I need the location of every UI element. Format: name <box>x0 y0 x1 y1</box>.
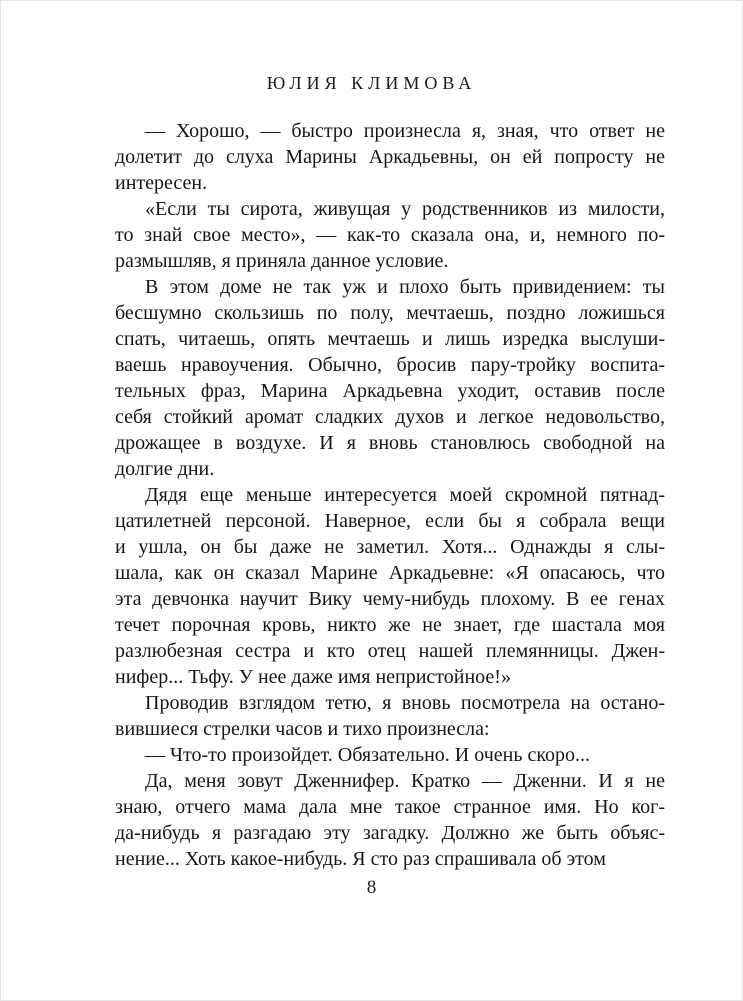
text-line: «Если ты сирота, живущая у родственников из милости, <box>145 198 665 220</box>
text-line: размышляв, я приняла данное условие. <box>115 250 449 272</box>
body-text-block <box>115 118 665 872</box>
text-line: шала, как он сказал Марине Аркадьевне: «Я опасаюсь, что <box>115 562 665 584</box>
paragraph <box>115 690 665 742</box>
text-line: долетит до слуха Марины Аркадьевны, он ей попросту не <box>115 146 665 168</box>
text-line: В этом доме не так уж и плохо быть привидением: ты <box>145 276 665 298</box>
paragraph <box>115 118 665 196</box>
text-line: спать, читаешь, опять мечтаешь и лишь изредка выслуши- <box>115 328 665 350</box>
text-line: Дядя еще меньше интересуется моей скромной пятнад- <box>145 484 665 506</box>
text-line: дрожащее в воздухе. И я вновь становлюсь свободной на <box>115 432 665 454</box>
text-line: разлюбезная сестра и кто отец нашей племянницы. Джен- <box>115 640 665 662</box>
text-line: нифер... Тьфу. У нее даже имя непристойное!» <box>115 666 511 688</box>
text-line: — Что-то произойдет. Обязательно. И очень скоро... <box>145 744 591 766</box>
text-line: и ушла, он бы даже не заметил. Хотя... Однажды я слы- <box>115 536 665 558</box>
text-line: Проводив взглядом тетю, я вновь посмотрела на остано- <box>145 692 665 714</box>
text-line: да-нибудь я разгадаю эту загадку. Должно же быть объяс- <box>115 822 665 844</box>
paragraph <box>115 742 665 768</box>
paragraph <box>115 196 665 274</box>
paragraph <box>115 482 665 690</box>
text-line: бесшумно скользишь по полу, мечтаешь, поздно ложишься <box>115 302 665 324</box>
text-line: нение... Хоть какое-нибудь. Я сто раз спрашивала об этом <box>115 848 606 870</box>
paragraph <box>115 768 665 872</box>
text-line: интересен. <box>115 172 208 194</box>
text-line: течет порочная кровь, никто же не знает, где шастала моя <box>115 614 665 636</box>
text-line: — Хорошо, — быстро произнесла я, зная, что ответ не <box>145 120 665 142</box>
page-number: 8 <box>366 877 377 898</box>
text-line: себя стойкий аромат сладких духов и легкое недовольство, <box>115 406 665 428</box>
paragraph <box>115 274 665 482</box>
text-line: знаю, отчего мама дала мне такое странное имя. Но ког- <box>115 796 665 818</box>
running-header-author: ЮЛИЯ КЛИМОВА <box>266 73 477 93</box>
text-line: то знай свое место», — как-то сказала она, и, немного по- <box>115 224 665 246</box>
text-line: долгие дни. <box>115 458 215 480</box>
text-line: эта девчонка научит Вику чему-нибудь плохому. В ее генах <box>115 588 665 610</box>
text-line: цатилетней персоной. Наверное, если бы я собрала вещи <box>115 510 665 532</box>
text-line: ваешь нравоучения. Обычно, бросив пару-тройку воспита- <box>115 354 665 376</box>
text-line: вившиеся стрелки часов и тихо произнесла: <box>115 718 490 740</box>
text-line: Да, меня зовут Дженнифер. Кратко — Дженни. И я не <box>145 770 665 792</box>
text-line: тельных фраз, Марина Аркадьевна уходит, оставив после <box>115 380 665 402</box>
